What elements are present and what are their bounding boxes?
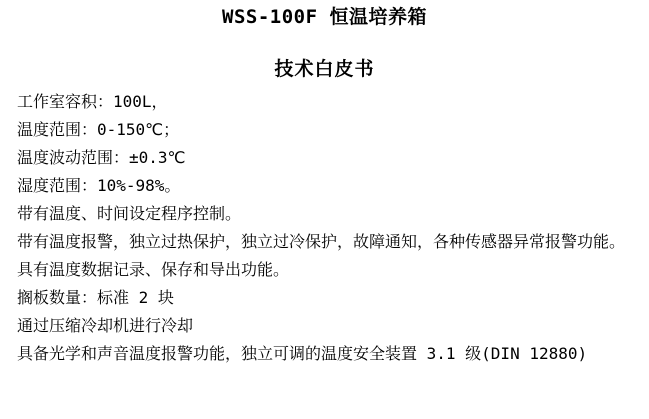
spec-line-program: 带有温度、时间设定程序控制。 <box>17 204 242 223</box>
spec-line-alarms: 带有温度报警，独立过热保护，独立过冷保护，故障通知，各种传感器异常报警功能。 <box>17 232 626 251</box>
spec-line-fluctuation: 温度波动范围：±0.3℃ <box>17 148 186 167</box>
document-subtitle: 技术白皮书 <box>274 58 375 80</box>
spec-line-humidity: 湿度范围：10%-98%。 <box>17 176 181 195</box>
spec-line-data-logging: 具有温度数据记录、保存和导出功能。 <box>17 260 290 279</box>
spec-line-temp-range: 温度范围：0-150℃； <box>17 120 180 139</box>
spec-list <box>0 81 649 368</box>
spec-line-safety-device: 具备光学和声音温度报警功能，独立可调的温度安全装置 3.1 级(DIN 12880) <box>17 344 588 363</box>
document-title: WSS-100F 恒温培养箱 <box>222 6 427 28</box>
spec-line-volume: 工作室容积：100L， <box>17 92 168 111</box>
spec-line-shelves: 搁板数量：标准 2 块 <box>17 288 174 307</box>
spec-line-cooling: 通过压缩冷却机进行冷却 <box>17 316 194 335</box>
